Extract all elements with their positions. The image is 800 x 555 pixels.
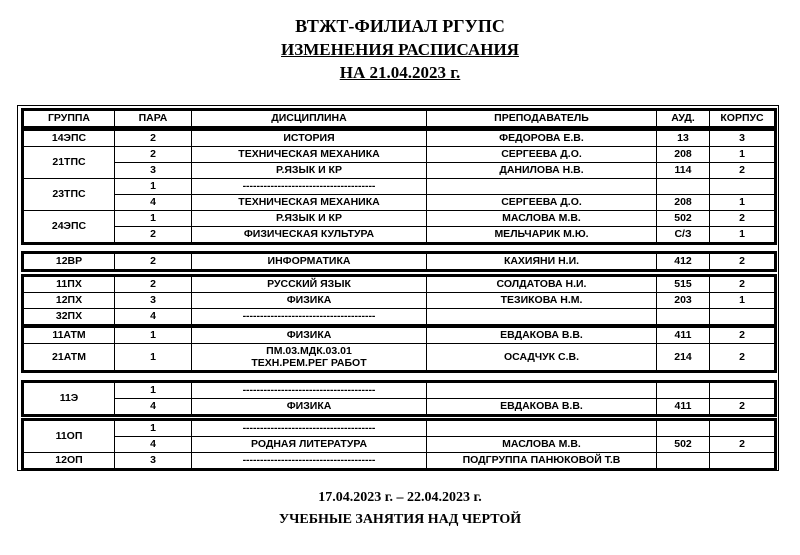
table-row [24, 195, 775, 211]
subject-cell: Р.ЯЗЫК И КР [192, 163, 427, 179]
room-cell: 13 [657, 131, 710, 147]
room-cell: С/З [657, 227, 710, 243]
schedule-block-2 [23, 253, 775, 270]
room-cell: 208 [657, 147, 710, 163]
pair-cell: 2 [115, 131, 192, 147]
room-cell: 411 [657, 399, 710, 415]
subject-cell: Р.ЯЗЫК И КР [192, 211, 427, 227]
subject-cell [192, 344, 427, 371]
pair-cell: 3 [115, 293, 192, 309]
group-cell: 11Э [24, 383, 115, 415]
schedule-block-5 [23, 382, 775, 415]
pair-cell: 4 [115, 309, 192, 325]
pair-cell: 1 [115, 179, 192, 195]
pair-cell: 3 [115, 163, 192, 179]
table-row [24, 147, 775, 163]
group-cell: 12ОП [24, 453, 115, 469]
pair-cell: 4 [115, 195, 192, 211]
room-cell: 114 [657, 163, 710, 179]
subject-line-1: ПМ.03.МДК.03.01 [266, 345, 352, 357]
table-row [24, 293, 775, 309]
pair-cell: 1 [115, 421, 192, 437]
building-cell [710, 453, 775, 469]
subject-cell: -------------------------------------- [192, 453, 427, 469]
building-cell: 2 [710, 344, 775, 371]
building-cell: 2 [710, 437, 775, 453]
room-cell: 214 [657, 344, 710, 371]
col-subject: ДИСЦИПЛИНА [192, 111, 427, 127]
schedule-block-1 [23, 130, 775, 243]
room-cell [657, 383, 710, 399]
header-row [24, 111, 775, 127]
subject-cell: ФИЗИКА [192, 399, 427, 415]
group-cell: 11ПХ [24, 277, 115, 293]
col-room: АУД. [657, 111, 710, 127]
teacher-cell: ПОДГРУППА ПАНЮКОВОЙ Т.В [427, 453, 657, 469]
teacher-cell: МАСЛОВА М.В. [427, 211, 657, 227]
teacher-cell: ЕВДАКОВА В.В. [427, 328, 657, 344]
room-cell: 502 [657, 437, 710, 453]
building-cell [710, 309, 775, 325]
doc-title: ИЗМЕНЕНИЯ РАСПИСАНИЯ [281, 40, 519, 59]
table-row [24, 211, 775, 227]
schedule-block-6 [23, 420, 775, 469]
table-row [24, 437, 775, 453]
subject-cell: ИНФОРМАТИКА [192, 254, 427, 270]
table-row [24, 163, 775, 179]
footer-note: УЧЕБНЫЕ ЗАНЯТИЯ НАД ЧЕРТОЙ [278, 512, 522, 527]
subject-cell: ИСТОРИЯ [192, 131, 427, 147]
building-cell: 2 [710, 328, 775, 344]
building-cell: 2 [710, 211, 775, 227]
building-cell: 2 [710, 277, 775, 293]
group-cell: 14ЭПС [24, 131, 115, 147]
table-row [24, 227, 775, 243]
building-cell: 1 [710, 227, 775, 243]
group-cell: 12ПХ [24, 293, 115, 309]
subject-cell: -------------------------------------- [192, 421, 427, 437]
pair-cell: 2 [115, 147, 192, 163]
date-range: 17.04.2023 г. – 22.04.2023 г. [318, 490, 482, 505]
building-cell: 1 [710, 195, 775, 211]
teacher-cell [427, 179, 657, 195]
building-cell: 2 [710, 163, 775, 179]
table-row [24, 421, 775, 437]
teacher-cell: МАСЛОВА М.В. [427, 437, 657, 453]
schedule-block-3 [23, 276, 775, 325]
group-cell: 24ЭПС [24, 211, 115, 243]
col-teacher: ПРЕПОДАВАТЕЛЬ [427, 111, 657, 127]
col-pair: ПАРА [115, 111, 192, 127]
pair-cell: 1 [115, 328, 192, 344]
table-row [24, 277, 775, 293]
teacher-cell: СОЛДАТОВА Н.И. [427, 277, 657, 293]
schedule-header [23, 110, 775, 127]
pair-cell: 1 [115, 211, 192, 227]
pair-cell: 1 [115, 344, 192, 371]
table-row [24, 309, 775, 325]
group-cell: 32ПХ [24, 309, 115, 325]
subject-cell: ТЕХНИЧЕСКАЯ МЕХАНИКА [192, 195, 427, 211]
col-group: ГРУППА [24, 111, 115, 127]
teacher-cell: ДАНИЛОВА Н.В. [427, 163, 657, 179]
table-row [24, 383, 775, 399]
teacher-cell [427, 309, 657, 325]
building-cell: 2 [710, 399, 775, 415]
subject-cell: ФИЗИЧЕСКАЯ КУЛЬТУРА [192, 227, 427, 243]
teacher-cell: ОСАДЧУК С.В. [427, 344, 657, 371]
room-cell [657, 309, 710, 325]
teacher-cell [427, 383, 657, 399]
group-cell: 23ТПС [24, 179, 115, 211]
teacher-cell: КАХИЯНИ Н.И. [427, 254, 657, 270]
doc-date: НА 21.04.2023 г. [339, 63, 461, 82]
subject-cell: РУССКИЙ ЯЗЫК [192, 277, 427, 293]
table-row [24, 254, 775, 270]
teacher-cell: ФЕДОРОВА Е.В. [427, 131, 657, 147]
building-cell: 1 [710, 147, 775, 163]
building-cell: 2 [710, 254, 775, 270]
room-cell: 515 [657, 277, 710, 293]
pair-cell: 2 [115, 227, 192, 243]
table-row [24, 179, 775, 195]
building-cell: 1 [710, 293, 775, 309]
pair-cell: 1 [115, 383, 192, 399]
building-cell [710, 383, 775, 399]
room-cell: 208 [657, 195, 710, 211]
subject-cell: ТЕХНИЧЕСКАЯ МЕХАНИКА [192, 147, 427, 163]
pair-cell: 2 [115, 254, 192, 270]
room-cell: 411 [657, 328, 710, 344]
subject-line-2: ТЕХН.РЕМ.РЕГ РАБОТ [251, 357, 367, 369]
group-cell: 21АТМ [24, 344, 115, 371]
room-cell [657, 453, 710, 469]
building-cell [710, 421, 775, 437]
room-cell [657, 421, 710, 437]
pair-cell: 2 [115, 277, 192, 293]
group-cell: 11ОП [24, 421, 115, 453]
group-cell: 12ВР [24, 254, 115, 270]
subject-cell: РОДНАЯ ЛИТЕРАТУРА [192, 437, 427, 453]
org-title: ВТЖТ-ФИЛИАЛ РГУПС [295, 16, 505, 36]
teacher-cell [427, 421, 657, 437]
subject-cell: -------------------------------------- [192, 309, 427, 325]
room-cell: 203 [657, 293, 710, 309]
subject-cell: ФИЗИКА [192, 328, 427, 344]
table-row [24, 131, 775, 147]
col-building: КОРПУС [710, 111, 775, 127]
table-row [24, 399, 775, 415]
group-cell: 21ТПС [24, 147, 115, 179]
table-row [24, 344, 775, 371]
group-cell: 11АТМ [24, 328, 115, 344]
subject-cell: -------------------------------------- [192, 179, 427, 195]
table-row [24, 453, 775, 469]
teacher-cell: МЕЛЬЧАРИК М.Ю. [427, 227, 657, 243]
table-row [24, 328, 775, 344]
teacher-cell: СЕРГЕЕВА Д.О. [427, 147, 657, 163]
subject-cell: -------------------------------------- [192, 383, 427, 399]
teacher-cell: ТЕЗИКОВА Н.М. [427, 293, 657, 309]
teacher-cell: ЕВДАКОВА В.В. [427, 399, 657, 415]
subject-cell: ФИЗИКА [192, 293, 427, 309]
schedule-block-4 [23, 327, 775, 371]
room-cell [657, 179, 710, 195]
teacher-cell: СЕРГЕЕВА Д.О. [427, 195, 657, 211]
room-cell: 412 [657, 254, 710, 270]
pair-cell: 4 [115, 437, 192, 453]
pair-cell: 4 [115, 399, 192, 415]
building-cell [710, 179, 775, 195]
room-cell: 502 [657, 211, 710, 227]
building-cell: 3 [710, 131, 775, 147]
pair-cell: 3 [115, 453, 192, 469]
